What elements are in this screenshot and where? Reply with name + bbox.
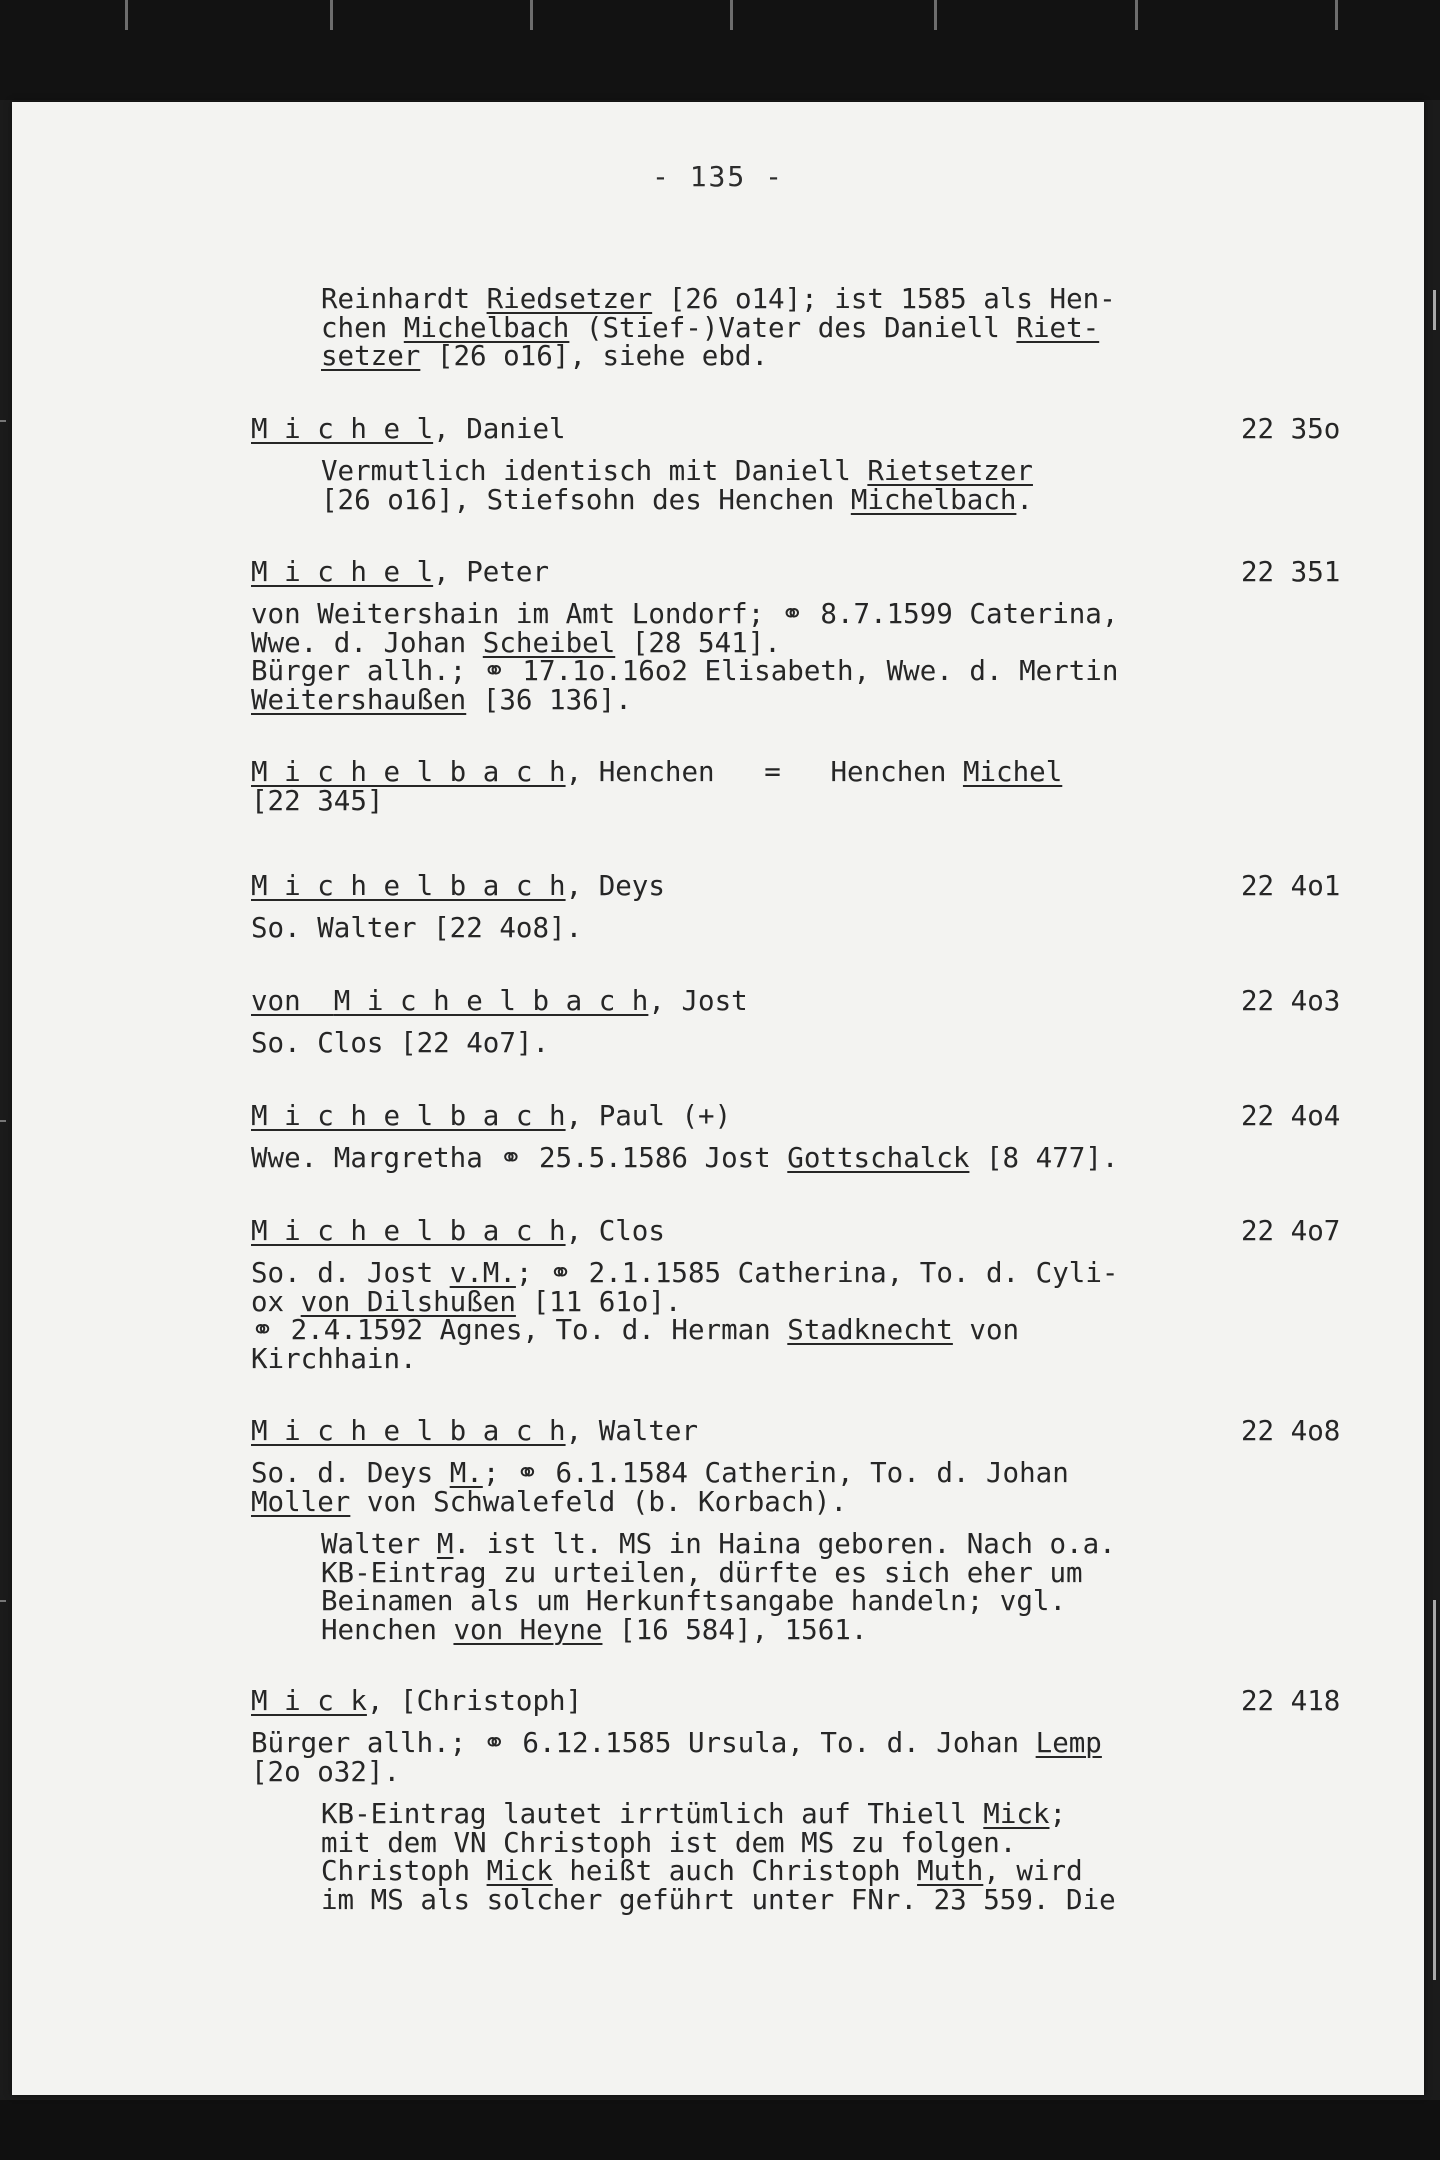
entry-note-line: KB-Eintrag zu urteilen, dürfte es sich eher um — [321, 1556, 1083, 1589]
underlined-name: Weitershaußen — [251, 683, 467, 716]
entry-surname: M i c h e l b a c h — [251, 756, 566, 788]
entry-note-line: mit dem VN Christoph ist dem MS zu folgen. — [321, 1826, 1017, 1859]
entry-given-name: , Henchen = Henchen — [565, 756, 963, 788]
entry-body-line: ⚭ 2.4.1592 Agnes, To. d. Herman Stadknecht von — [251, 1314, 1020, 1346]
underlined-name: Lemp — [1035, 1727, 1102, 1759]
scan-tick — [125, 0, 128, 30]
entry-number: 22 35o — [1241, 413, 1341, 445]
entry-heading — [251, 415, 566, 444]
entry-surname: M i c h e l b a c h — [251, 1415, 566, 1447]
entry-note-line: Beinamen als um Herkunftsangabe handeln; vgl. — [321, 1585, 1067, 1617]
underlined-name: von Heyne — [453, 1613, 603, 1646]
entry-given-name: , Paul (+) — [565, 1100, 732, 1132]
entry-note-line: KB-Eintrag lautet irrtümlich auf Thiell Mick; — [321, 1798, 1067, 1830]
entry-note-line: Walter M. ist lt. MS in Haina geboren. Nach o.a. — [321, 1528, 1116, 1560]
entry-body-line: Wwe. Margretha ⚭ 25.5.1586 Jost Gottschalck [8 477]. — [251, 1142, 1119, 1174]
scan-edge-mark — [1433, 290, 1436, 330]
entry-body-line: Bürger allh.; ⚭ 6.12.1585 Ursula, To. d. Johan Lemp — [251, 1727, 1102, 1759]
underlined-name: Riedsetzer — [486, 283, 653, 315]
entry-note-line: Christoph Mick heißt auch Christoph Muth, wird — [321, 1855, 1083, 1887]
scan-tick — [1335, 0, 1338, 30]
entry-surname: M i c h e l — [251, 556, 434, 588]
entry-surname: M i c h e l b a c h — [251, 1100, 566, 1132]
underlined-name: M — [436, 1528, 454, 1560]
scan-edge-mark — [0, 420, 6, 422]
entry-body-line: So. d. Deys M.; ⚭ 6.1.1584 Catherin, To. d. Johan — [251, 1457, 1069, 1489]
entry-number: 22 351 — [1241, 556, 1341, 588]
entry-given-name: , Clos — [565, 1215, 665, 1247]
intro-line: chen Michelbach (Stief-)Vater des Daniell Riet- — [321, 311, 1100, 344]
entry-surname: M i c h e l b a c h — [333, 985, 649, 1017]
underlined-name: Michelbach — [403, 311, 570, 344]
entry-body-line: Weitershaußen [36 136]. — [251, 683, 632, 716]
name-prefix: von — [251, 985, 334, 1017]
entry-body-line: So. Walter [22 4o8]. — [251, 912, 583, 944]
entry-number: 22 4o8 — [1241, 1415, 1341, 1447]
intro-line: Reinhardt Riedsetzer [26 o14]; ist 1585 als Hen- — [321, 283, 1116, 315]
scan-bottom-strip — [0, 2100, 1440, 2160]
entry-given-name: , Deys — [565, 870, 665, 902]
entry-heading — [251, 872, 665, 901]
document-page — [12, 102, 1424, 2095]
entry-note-line: im MS als solcher geführt unter FNr. 23 559. Die — [321, 1883, 1116, 1916]
underlined-name: Riet- — [1016, 311, 1100, 344]
entry-body-line: Bürger allh.; ⚭ 17.1o.16o2 Elisabeth, Wwe. d. Mertin — [251, 655, 1119, 687]
underlined-name: Scheibel — [482, 626, 616, 659]
entry-given-name: , Walter — [565, 1415, 699, 1447]
scan-tick — [1135, 0, 1138, 30]
entry-number: 22 4o3 — [1241, 985, 1341, 1017]
entry-number: 22 4o7 — [1241, 1215, 1341, 1247]
entry-body-line: So. Clos [22 4o7]. — [251, 1027, 550, 1059]
scan-tick — [730, 0, 733, 30]
underlined-name: Rietsetzer — [867, 455, 1033, 487]
entry-body-line: von Weitershain im Amt Londorf; ⚭ 8.7.1599 Caterina, — [251, 598, 1119, 630]
entry-surname: M i c h e l b a c h — [251, 1215, 566, 1247]
entry-heading — [251, 558, 549, 587]
entry-note-line: [26 o16], Stiefsohn des Henchen Michelbach. — [321, 483, 1033, 516]
underlined-name: Mick — [983, 1798, 1050, 1830]
entry-note-line: Henchen von Heyne [16 584], 1561. — [321, 1613, 868, 1646]
scan-edge-mark — [0, 1120, 6, 1122]
entry-body-line: So. d. Jost v.M.; ⚭ 2.1.1585 Catherina, To. d. Cyli- — [251, 1257, 1119, 1289]
underlined-name: Michelbach — [850, 483, 1017, 516]
cross-reference-name: Michel — [962, 756, 1063, 788]
underlined-name: Mick — [486, 1855, 553, 1887]
entry-heading — [251, 758, 1062, 787]
entry-heading — [251, 1417, 698, 1446]
entry-body-line: [2o o32]. — [251, 1755, 401, 1788]
entry-number: 22 4o1 — [1241, 870, 1341, 902]
underlined-name: Gottschalck — [787, 1142, 970, 1174]
underlined-name: von Dilshußen — [300, 1285, 516, 1318]
underlined-name: Moller — [251, 1485, 351, 1518]
scan-tick — [330, 0, 333, 30]
entry-body-line: [22 345] — [251, 784, 384, 817]
entry-heading — [251, 1687, 582, 1716]
entry-surname: M i c h e l b a c h — [251, 870, 566, 902]
entry-given-name: , [Christoph] — [366, 1685, 583, 1717]
entry-body-line: Kirchhain. — [251, 1342, 417, 1375]
entry-surname: M i c k — [251, 1685, 367, 1717]
entry-heading — [251, 987, 748, 1016]
entry-heading — [251, 1102, 731, 1131]
underlined-name: v.M. — [449, 1257, 516, 1289]
entry-number: 22 418 — [1241, 1685, 1341, 1717]
underlined-name: Stadknecht — [787, 1314, 953, 1346]
underlined-name: Muth — [917, 1855, 984, 1887]
entry-surname: M i c h e l — [251, 413, 434, 445]
entry-note-line: Vermutlich identisch mit Daniell Rietsetzer — [321, 455, 1033, 487]
entry-heading — [251, 1217, 665, 1246]
entry-body-line: ox von Dilshußen [11 61o]. — [251, 1285, 682, 1318]
page-number: - 135 - — [651, 160, 784, 193]
entry-given-name: , Daniel — [433, 413, 566, 445]
scan-edge-mark — [1433, 1600, 1436, 1980]
scan-tick — [934, 0, 937, 30]
entry-body-line: Wwe. d. Johan Scheibel [28 541]. — [251, 626, 781, 659]
entry-number: 22 4o4 — [1241, 1100, 1341, 1132]
entry-given-name: , Peter — [433, 556, 550, 588]
underlined-name: M. — [449, 1457, 483, 1489]
entry-given-name: , Jost — [648, 985, 748, 1017]
intro-line: setzer [26 o16], siehe ebd. — [321, 340, 769, 372]
underlined-name: setzer — [321, 340, 421, 372]
scan-top-strip — [0, 0, 1440, 100]
scan-tick — [530, 0, 533, 30]
scan-edge-mark — [0, 1600, 6, 1602]
entry-body-line: Moller von Schwalefeld (b. Korbach). — [251, 1485, 848, 1518]
